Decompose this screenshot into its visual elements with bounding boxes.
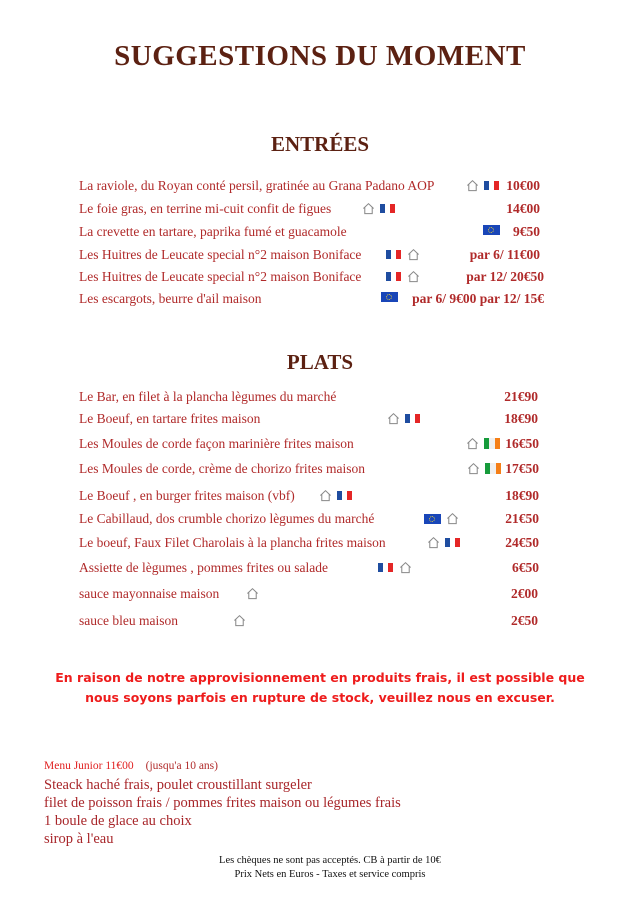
house-icon [466,437,479,450]
house-icon [319,489,332,502]
house-icon [399,561,412,574]
menu-item-origin-icons [424,512,459,525]
menu-item [0,247,640,267]
menu-item-name: Les Moules de corde, crème de chorizo frites maison [79,461,366,476]
france-flag-icon [386,272,402,281]
france-flag-icon [405,414,421,423]
menu-item-price: 14€00 [506,201,540,216]
menu-item-name: La raviole, du Royan conté persil, gratinée au Grana Padano AOP [79,178,435,193]
menu-item-origin-icons [483,225,500,235]
menu-item-name: sauce mayonnaise maison [79,586,220,601]
france-flag-icon [378,563,394,572]
junior-menu-line: sirop à l'eau [44,831,114,847]
menu-item-origin-icons [387,412,421,425]
france-flag-icon [380,204,396,213]
section-title-entrees: ENTRÉES [270,132,370,156]
menu-item-name: Le foie gras, en terrine mi-cuit confit de figues [79,201,332,216]
menu-item-price: 9€50 [513,224,540,239]
menu-item-price: 16€50 [505,436,539,451]
menu-item [0,201,640,221]
menu-item-price: 21€50 [505,511,539,526]
menu-item-name: Le Bar, en filet à la plancha lègumes du marché [79,389,337,404]
junior-menu-line: Steack haché frais, poulet croustillant surgeler [44,777,312,793]
footer [0,854,640,882]
france-flag-icon [445,538,461,547]
house-icon [446,512,459,525]
house-icon [387,412,400,425]
menu-item-name: Les Moules de corde façon marinière frites maison [79,436,354,451]
junior-menu-age: (jusqu'a 10 ans) [145,760,218,772]
menu-item-origin-icons [386,248,420,261]
menu-item-origin-icons [466,437,500,450]
menu-item-origin-icons [466,179,500,192]
france-flag-icon [337,491,353,500]
menu-item-origin-icons [427,536,461,549]
menu-item-origin-icons [467,462,501,475]
menu-item-name: Les Huitres de Leucate special n°2 maison Boniface [79,269,362,284]
menu-item-price: par 12/ 20€50 [466,269,544,284]
house-icon [407,270,420,283]
junior-menu-line: 1 boule de glace au choix [44,813,192,829]
menu-item [0,461,640,481]
house-icon [467,462,480,475]
menu-item-origin-icons [381,292,398,302]
menu-item [0,291,640,311]
ireland-flag-icon [485,463,501,474]
footer-price-note: Prix Nets en Euros - Taxes et service compris [234,869,426,880]
house-icon [427,536,440,549]
house-icon [246,587,259,600]
menu-item-price: 24€50 [505,535,539,550]
menu-item-origin-icons [233,614,246,627]
menu-item-origin-icons [319,489,353,502]
menu-item [0,535,640,555]
junior-menu-list [44,776,401,848]
eu-flag-icon [424,514,441,524]
house-icon [362,202,375,215]
menu-item-name: La crevette en tartare, paprika fumé et guacamole [79,224,347,239]
section-title-plats: PLATS [286,350,354,374]
stock-notice-line-1: En raison de notre approvisionnement en produits frais, il est possible que [55,670,585,685]
stock-notice-line-2: nous soyons parfois en rupture de stock, veuillez nous en excuser. [85,690,555,705]
junior-menu-title: Menu Junior 11€00 [44,760,134,772]
menu-item-price: 18€90 [505,488,539,503]
eu-flag-icon [483,225,500,235]
menu-item [0,488,640,508]
france-flag-icon [484,181,500,190]
menu-item-price: par 6/ 11€00 [469,247,540,262]
menu-item-name: Le Boeuf, en tartare frites maison [79,411,261,426]
menu-item [0,436,640,456]
menu-item-price: 2€00 [511,586,538,601]
menu-item [0,224,640,244]
menu-item [0,560,640,580]
house-icon [466,179,479,192]
menu-item-origin-icons [386,270,420,283]
menu-item-name: Le Boeuf , en burger frites maison (vbf) [79,488,295,503]
junior-menu-line: filet de poisson frais / pommes frites maison ou légumes frais [44,795,401,811]
menu-item-price: par 6/ 9€00 par 12/ 15€ [412,291,544,306]
menu-item-name: sauce bleu maison [79,613,178,628]
house-icon [233,614,246,627]
eu-flag-icon [381,292,398,302]
menu-item [0,411,640,431]
house-icon [407,248,420,261]
menu-item-origin-icons [246,587,259,600]
menu-item-name: Assiette de lègumes , pommes frites ou salade [79,560,328,575]
menu-item-price: 21€90 [504,389,538,404]
menu-item-name: Le boeuf, Faux Filet Charolais à la plancha frites maison [79,535,386,550]
france-flag-icon [386,250,402,259]
menu-item [0,178,640,198]
menu-item [0,613,640,633]
page-title: SUGGESTIONS DU MOMENT [114,40,526,72]
menu-item-price: 10€00 [506,178,540,193]
menu-item-origin-icons [378,561,412,574]
menu-item-origin-icons [362,202,396,215]
menu-item [0,511,640,531]
menu-item-price: 6€50 [512,560,539,575]
menu-item-name: Le Cabillaud, dos crumble chorizo lègumes du marché [79,511,375,526]
menu-item [0,586,640,606]
menu-item-price: 17€50 [505,461,539,476]
stock-notice [0,668,640,708]
menu-item-name: Les Huitres de Leucate special n°2 maison Boniface [79,247,362,262]
menu-item-price: 18€90 [504,411,538,426]
ireland-flag-icon [484,438,500,449]
junior-menu-header [44,760,218,772]
menu-item-name: Les escargots, beurre d'ail maison [79,291,262,306]
footer-payment-note: Les chèques ne sont pas acceptés. CB à partir de 10€ [219,855,441,866]
menu-item [0,269,640,289]
menu-item [0,389,640,409]
menu-item-price: 2€50 [511,613,538,628]
